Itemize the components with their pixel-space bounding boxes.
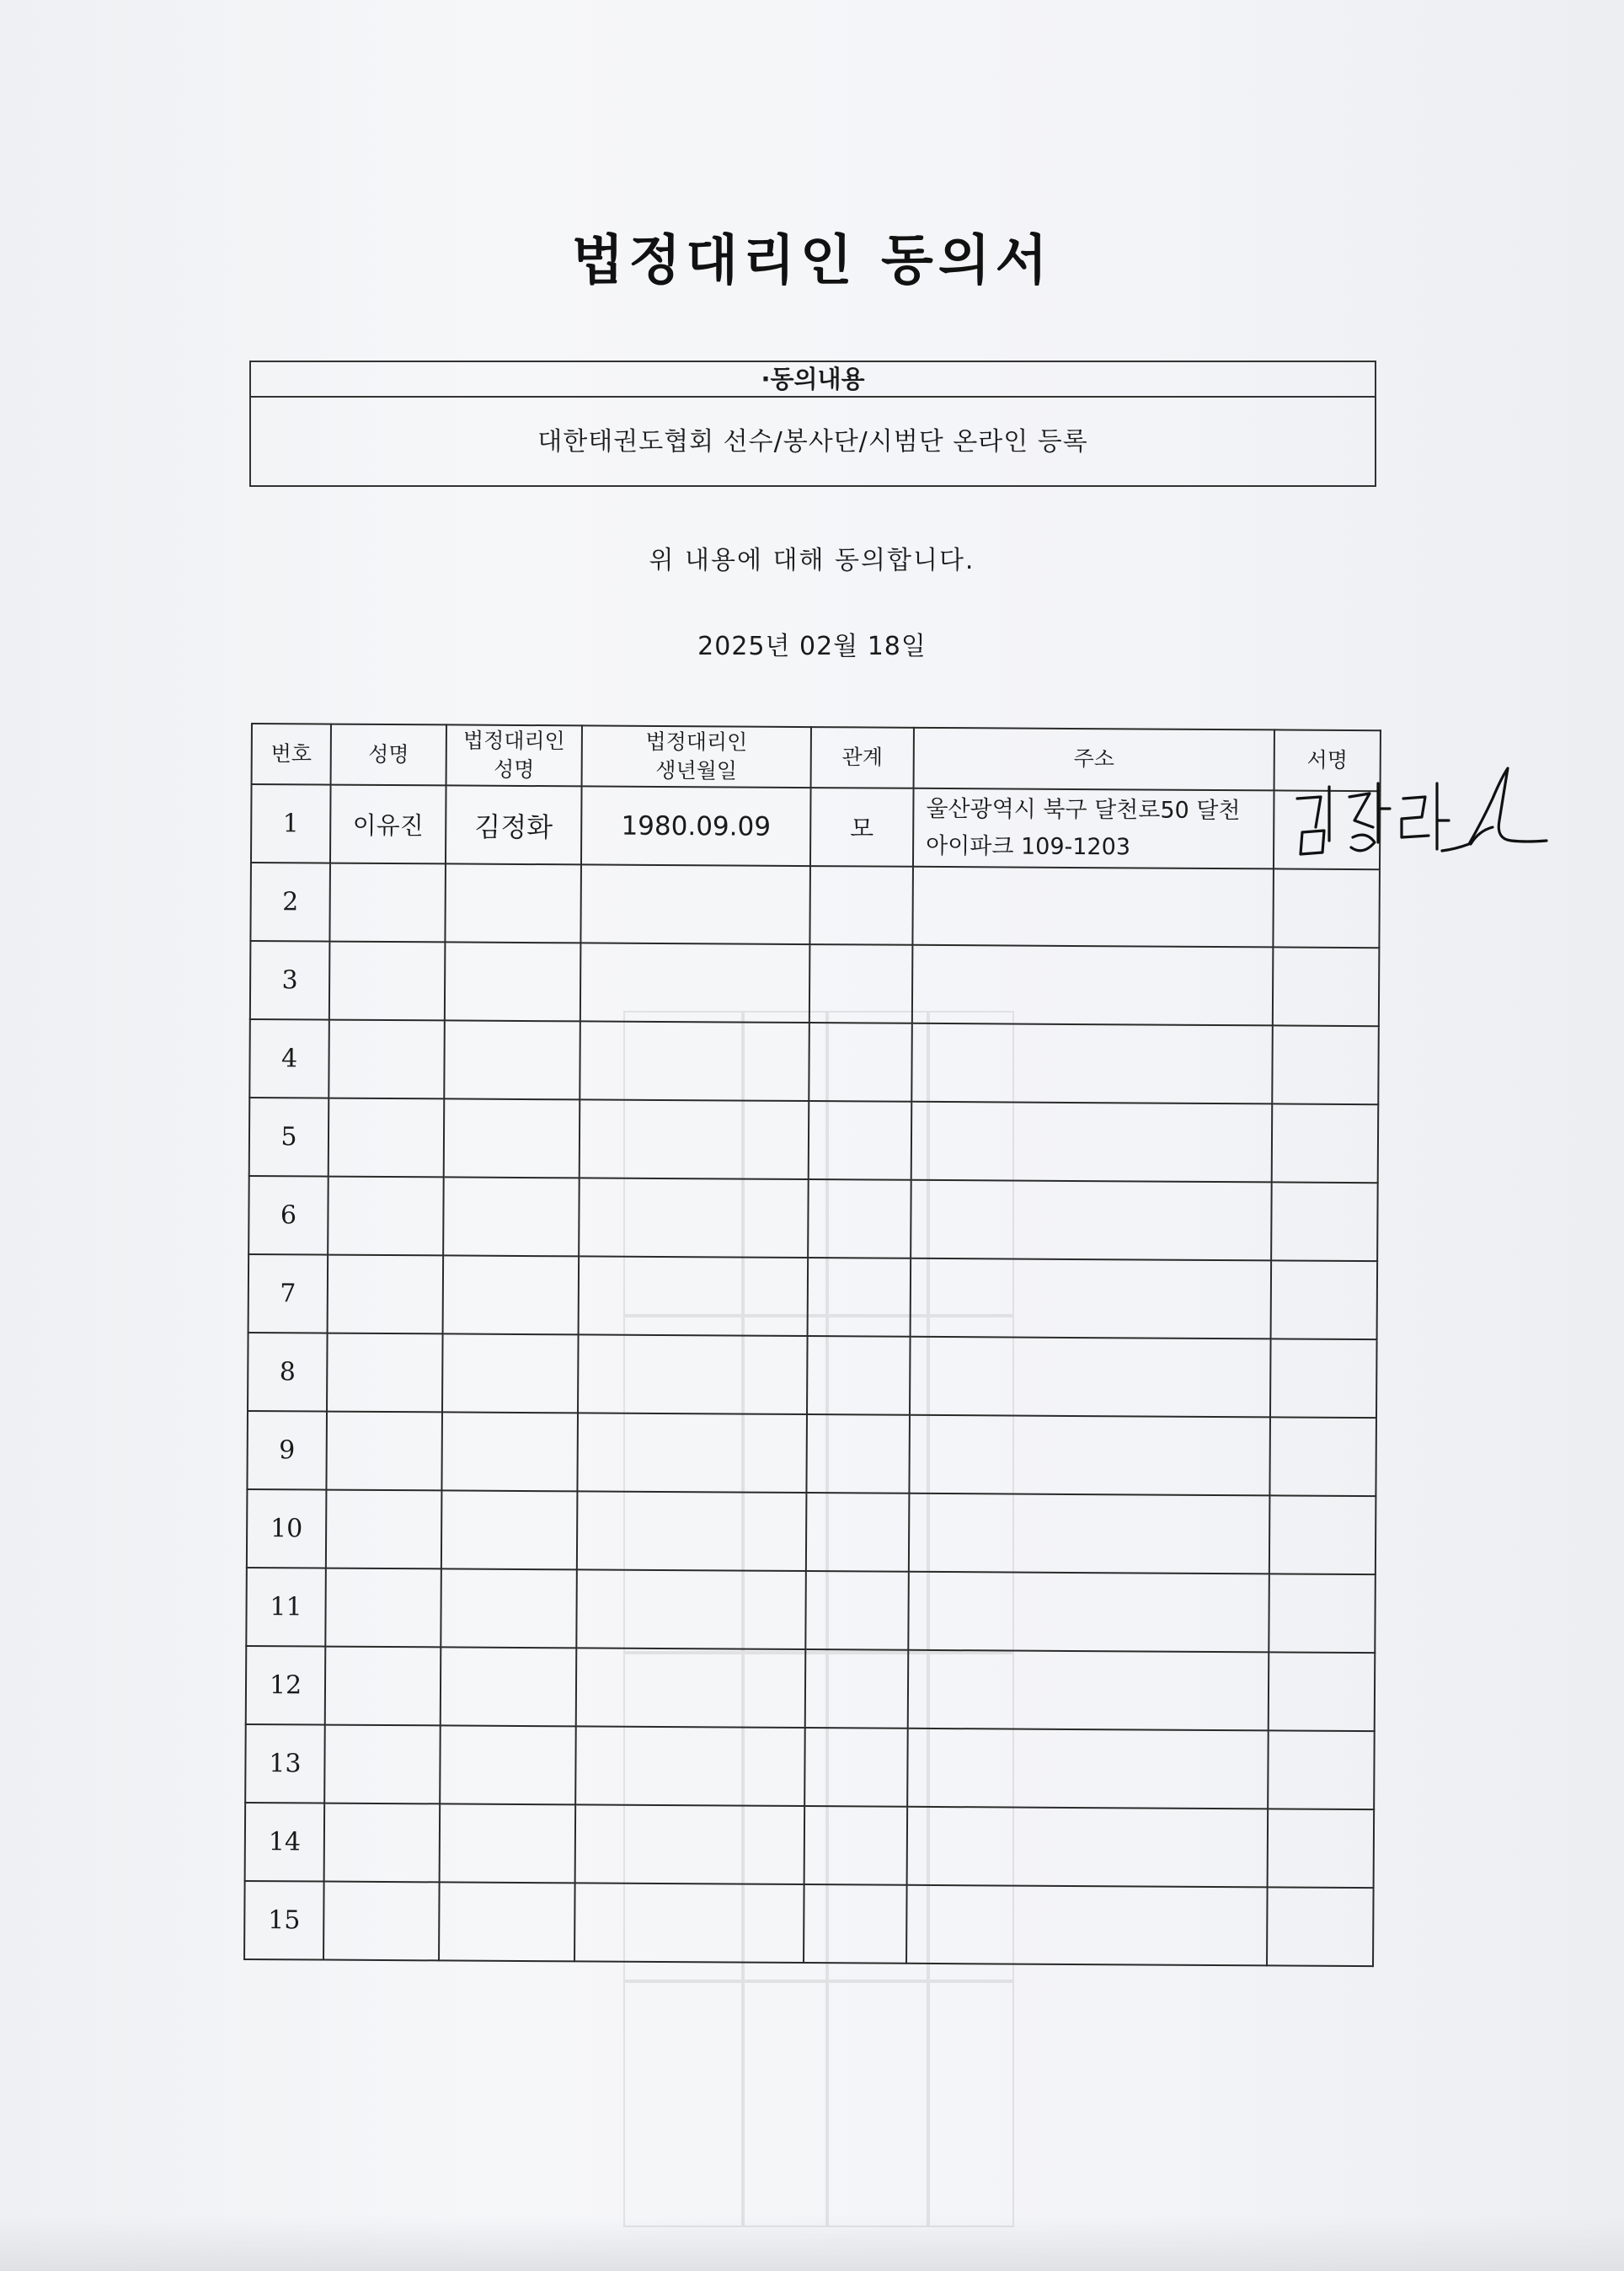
header-cell: 주소: [914, 728, 1274, 791]
guardian-birthdate: [578, 1334, 808, 1414]
signature-cell: [1271, 1182, 1378, 1261]
consent-header: ·동의내용: [251, 362, 1375, 398]
guardian-birthdate: [575, 1726, 805, 1806]
student-name: [327, 1333, 443, 1413]
signature-cell: [1269, 1417, 1376, 1496]
table-header-row: [252, 724, 1381, 791]
address: [907, 1729, 1269, 1809]
address: [912, 867, 1274, 948]
table-row: [247, 1489, 1376, 1574]
signature-cell: [1269, 1495, 1376, 1574]
row-number: 7: [248, 1254, 329, 1333]
table-row: [244, 1881, 1374, 1966]
row-number: 12: [246, 1646, 326, 1725]
header-cell: 관계: [811, 727, 914, 788]
row-number: 6: [248, 1176, 329, 1255]
relation: [808, 1179, 911, 1258]
signature-cell: [1272, 1025, 1379, 1104]
guardian-birthdate: [580, 1099, 809, 1179]
signature-cell: [1270, 1339, 1377, 1418]
table-row: [245, 1803, 1375, 1888]
relation: [804, 1884, 907, 1964]
relation: [804, 1728, 908, 1807]
address: [910, 1337, 1271, 1418]
guardian-name: [444, 1098, 580, 1178]
address: [912, 945, 1274, 1026]
address: [907, 1807, 1269, 1888]
guardian-birthdate: [579, 1256, 809, 1336]
row-number: 10: [247, 1489, 327, 1568]
guardian-name: [440, 1803, 576, 1883]
address: [911, 1023, 1273, 1104]
guardian-table: [243, 723, 1381, 1967]
row-number: 3: [250, 941, 330, 1020]
guardian-birthdate: [580, 864, 810, 944]
address: [911, 1102, 1273, 1183]
agree-statement: 위 내용에 대해 동의합니다.: [649, 546, 975, 575]
row-number: 14: [245, 1803, 325, 1882]
relation: [809, 944, 913, 1023]
bottom-shadow: [0, 2215, 1624, 2271]
address: [909, 1415, 1270, 1496]
table-row: [247, 1411, 1376, 1496]
consent-body: 대한태권도협회 선수/봉사단/시범단 온라인 등록: [537, 427, 1088, 457]
student-name: [329, 1020, 445, 1099]
table-row: [248, 1333, 1377, 1418]
address: [906, 1885, 1268, 1966]
relation: [806, 1493, 910, 1572]
student-name: [324, 1803, 441, 1883]
guardian-birthdate: 1980.09.09: [581, 786, 811, 866]
row-number: 2: [250, 863, 330, 942]
student-name: [325, 1568, 441, 1648]
guardian-name: [440, 1725, 576, 1804]
header-cell: 번호: [252, 724, 331, 785]
row-number: 1: [251, 784, 331, 863]
table-row: [248, 1176, 1378, 1261]
relation: [809, 866, 913, 945]
row-number: 4: [249, 1019, 329, 1098]
student-name: [325, 1647, 441, 1726]
table-row: [250, 863, 1380, 948]
signature-cell: [1273, 947, 1380, 1026]
guardian-name: [445, 863, 581, 943]
guardian-birthdate: [575, 1804, 805, 1884]
guardian-name: [444, 1020, 580, 1099]
student-name: [323, 1882, 440, 1961]
guardian-name: [441, 1490, 578, 1569]
consent-box: [249, 361, 1376, 487]
row-number: 5: [249, 1098, 329, 1177]
handwritten-signature: [1272, 750, 1550, 893]
student-name: [329, 942, 446, 1021]
address: [909, 1494, 1270, 1574]
guardian-birthdate: [580, 943, 810, 1023]
address: [911, 1258, 1272, 1339]
guardian-birthdate: [576, 1648, 806, 1728]
guardian-birthdate: [577, 1491, 807, 1571]
signature-cell: [1272, 1103, 1379, 1183]
signature-cell: [1269, 1574, 1376, 1653]
guardian-name: [441, 1647, 577, 1726]
student-name: [328, 1177, 444, 1256]
guardian-birthdate: [574, 1883, 804, 1963]
student-name: [326, 1412, 442, 1491]
header-cell: 서명: [1274, 729, 1381, 791]
signature-cell: [1271, 1260, 1378, 1339]
row-number: 15: [244, 1881, 324, 1960]
table-row: [249, 1098, 1379, 1183]
address: [908, 1650, 1269, 1731]
address: 울산광역시 북구 달천로50 달천아이파크 109-1203: [913, 788, 1274, 869]
table-row: [251, 784, 1381, 869]
student-name: [329, 1098, 445, 1178]
relation: 모: [810, 788, 914, 867]
relation: [805, 1571, 909, 1650]
signature-cell: [1269, 1652, 1376, 1731]
guardian-name: [439, 1882, 575, 1961]
relation: [809, 1101, 912, 1180]
relation: [807, 1336, 911, 1415]
document-title: 법정대리인 동의서: [571, 230, 1053, 292]
relation: [808, 1258, 911, 1337]
guardian-name: [443, 1255, 580, 1334]
relation: [804, 1806, 908, 1885]
header-cell: 성명: [331, 724, 446, 786]
student-name: [328, 1255, 444, 1334]
relation: [809, 1023, 912, 1102]
guardian-name: [445, 942, 581, 1021]
guardian-name: [442, 1333, 579, 1413]
guardian-name: 김정화: [446, 785, 582, 864]
relation: [806, 1414, 910, 1494]
address: [911, 1180, 1272, 1261]
agree-date: 2025년 02월 18일: [697, 632, 927, 661]
guardian-birthdate: [580, 1021, 809, 1101]
table-row: [246, 1568, 1376, 1653]
table-row: [246, 1646, 1376, 1731]
student-name: [329, 863, 446, 943]
guardian-name: [443, 1177, 580, 1256]
student-name: [326, 1490, 442, 1569]
signature-cell: [1268, 1730, 1375, 1809]
table-row: [248, 1254, 1378, 1339]
signature-cell: [1267, 1887, 1374, 1966]
guardian-birthdate: [577, 1413, 807, 1493]
guardian-birthdate: [579, 1178, 809, 1258]
table-row: [245, 1724, 1375, 1809]
table-row: [249, 1019, 1379, 1104]
signature-cell: [1268, 1809, 1375, 1888]
student-name: 이유진: [330, 785, 446, 864]
guardian-name: [441, 1568, 577, 1648]
address: [908, 1572, 1269, 1653]
guardian-name: [441, 1412, 578, 1491]
header-cell: 법정대리인 성명: [446, 724, 582, 786]
row-number: 9: [247, 1411, 327, 1490]
table-row: [250, 941, 1380, 1026]
row-number: 11: [246, 1568, 326, 1647]
student-name: [324, 1725, 441, 1804]
row-number: 13: [245, 1724, 325, 1803]
header-cell: 법정대리인 생년월일: [582, 725, 811, 788]
row-number: 8: [248, 1333, 328, 1412]
guardian-birthdate: [576, 1569, 806, 1649]
relation: [805, 1649, 909, 1729]
